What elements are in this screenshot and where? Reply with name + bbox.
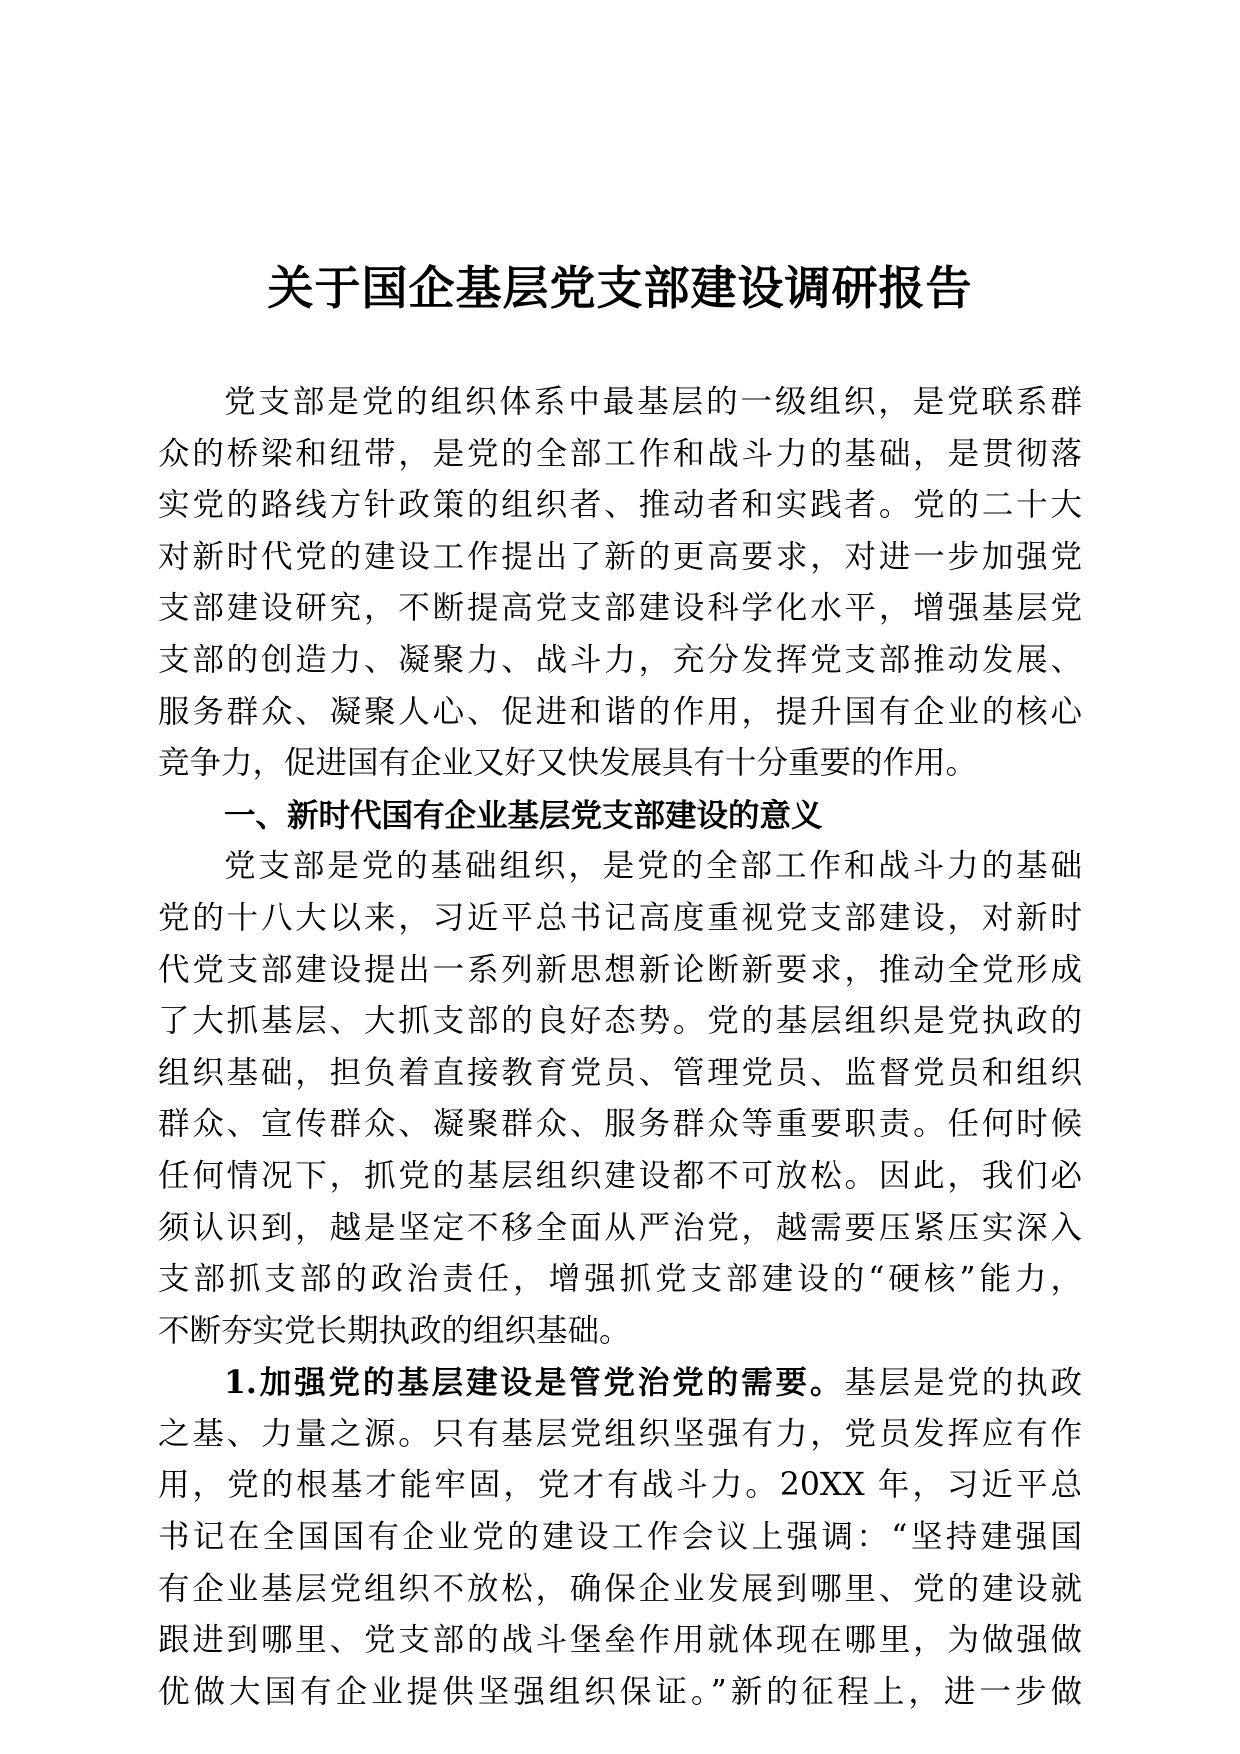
paragraph-line: 服务群众、凝聚人心、促进和谐的作用，提升国有企业的核心 <box>158 693 1082 730</box>
paragraph-line: 群众、宣传群众、凝聚群众、服务群众等重要职责。任何时候 <box>158 1106 1082 1143</box>
paragraph-intro <box>158 377 1082 790</box>
paragraph-line: 众的桥梁和纽带，是党的全部工作和战斗力的基础，是贯彻落 <box>158 435 1082 472</box>
document-title: 关于国企基层党支部建设调研报告 <box>267 261 973 315</box>
point-lead-rest: 基层是党的执政 <box>844 1365 1082 1402</box>
paragraph-line: 对新时代党的建设工作提出了新的更高要求，对进一步加强党 <box>158 538 1082 575</box>
paragraph-point-1 <box>158 1357 1082 1718</box>
paragraph-line: 须认识到，越是坚定不移全面从严治党，越需要压紧压实深入 <box>158 1209 1082 1246</box>
paragraph-line <box>158 1357 1082 1409</box>
paragraph-line: 代党支部建设提出一系列新思想新论断新要求，推动全党形成 <box>158 951 1082 988</box>
paragraph-line: 竞争力，促进国有企业又好又快发展具有十分重要的作用。 <box>158 745 978 782</box>
paragraph-line: 用，党的根基才能牢固，党才有战斗力。20XX 年，习近平总 <box>158 1467 1082 1504</box>
paragraph-line: 优做大国有企业提供坚强组织保证。”新的征程上，进一步做 <box>158 1673 1082 1710</box>
paragraph-line: 支部抓支部的政治责任，增强抓党支部建设的“硬核”能力， <box>158 1261 1082 1298</box>
paragraph-line: 了大抓基层、大抓支部的良好态势。党的基层组织是党执政的 <box>158 1003 1082 1040</box>
paragraph-section-1 <box>158 841 1082 1357</box>
paragraph-line: 书记在全国国有企业党的建设工作会议上强调：“坚持建强国 <box>158 1519 1082 1556</box>
paragraph-line: 实党的路线方针政策的组织者、推动者和实践者。党的二十大 <box>158 487 1082 524</box>
paragraph-line: 跟进到哪里、党支部的战斗堡垒作用就体现在哪里，为做强做 <box>158 1622 1082 1659</box>
paragraph-line: 之基、力量之源。只有基层党组织坚强有力，党员发挥应有作 <box>158 1415 1082 1452</box>
paragraph-line: 有企业基层党组织不放松，确保企业发展到哪里、党的建设就 <box>158 1570 1082 1607</box>
document-body <box>158 377 1082 1718</box>
paragraph-line: 党支部是党的组织体系中最基层的一级组织，是党联系群 <box>224 384 1082 420</box>
paragraph-line: 支部建设研究，不断提高党支部建设科学化水平，增强基层党 <box>158 590 1082 627</box>
paragraph-line: 任何情况下，抓党的基层组织建设都不可放松。因此，我们必 <box>158 1157 1082 1194</box>
paragraph-line: 党的十八大以来，习近平总书记高度重视党支部建设，对新时 <box>158 899 1082 936</box>
section-heading-text: 一、新时代国有企业基层党支部建设的意义 <box>224 796 823 834</box>
paragraph-line: 支部的创造力、凝聚力、战斗力，充分发挥党支部推动发展、 <box>158 641 1082 678</box>
paragraph-line: 党支部是党的基础组织，是党的全部工作和战斗力的基础 <box>224 848 1082 885</box>
section-heading <box>158 790 1082 842</box>
paragraph-line: 不断夯实党长期执政的组织基础。 <box>158 1312 631 1349</box>
paragraph-line: 组织基础，担负着直接教育党员、管理党员、监督党员和组织 <box>158 1054 1082 1091</box>
point-lead: 1.加强党的基层建设是管党治党的需要。 <box>224 1364 845 1402</box>
